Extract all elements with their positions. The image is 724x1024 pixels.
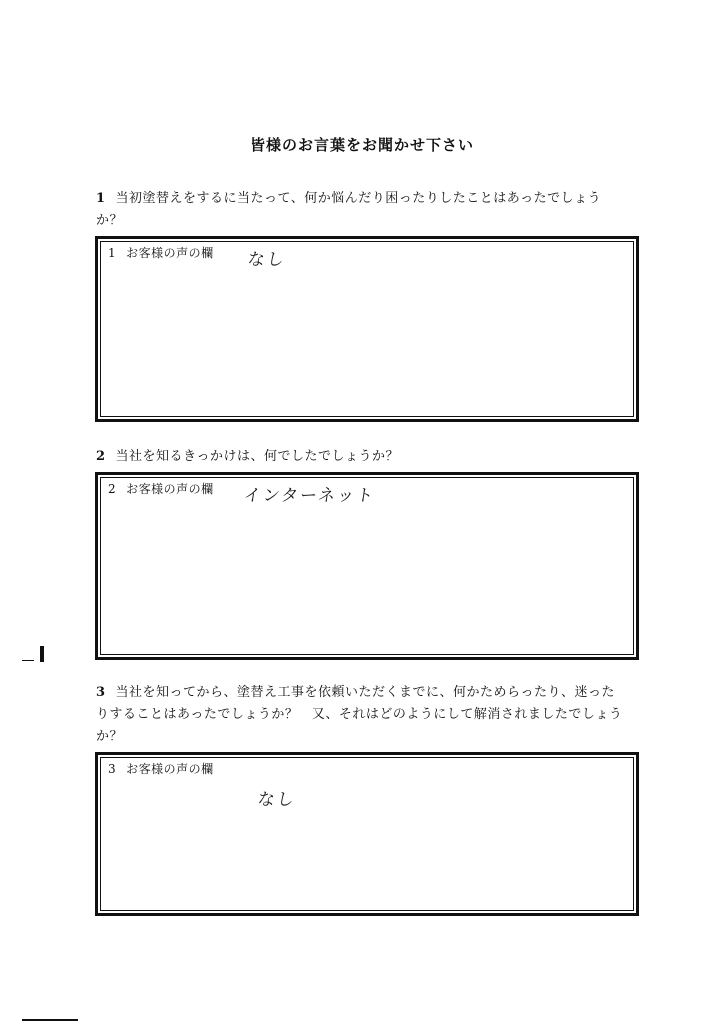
answer-box-1-inner-border <box>100 241 634 417</box>
answer-2-handwriting: インターネット <box>242 486 377 506</box>
question-3-text: 当社を知ってから、塗替え工事を依頼いただくまでに、何かためらったり、迷った <box>115 685 616 700</box>
scan-mark-bottom <box>22 1019 78 1021</box>
answer-box-3 <box>95 752 639 916</box>
question-1 <box>96 188 641 232</box>
question-3-number: 3 <box>96 685 106 700</box>
answer-box-1-label-text: お客様の声の欄 <box>126 246 214 260</box>
answer-box-3-number: 3 <box>108 762 117 776</box>
scan-mark-left <box>40 646 44 662</box>
scan-mark-dash <box>22 660 34 661</box>
question-3 <box>96 682 641 748</box>
answer-box-2 <box>95 472 639 660</box>
question-2 <box>96 446 641 468</box>
answer-box-3-label <box>108 760 214 777</box>
answer-box-2-label-text: お客様の声の欄 <box>126 482 214 496</box>
question-3-line-2: りすることはあったでしょうか？ 又、それはどのようにして解消されましたでしょう <box>96 707 623 722</box>
question-2-text: 当社を知るきっかけは、何でしたでしょうか？ <box>115 449 400 464</box>
answer-box-3-label-text: お客様の声の欄 <box>126 762 214 776</box>
answer-3-handwriting: なし <box>256 790 298 810</box>
question-1-line-1 <box>96 188 641 210</box>
question-1-number: 1 <box>96 191 106 206</box>
question-2-number: 2 <box>96 449 106 464</box>
page-title: 皆様のお言葉をお聞かせ下さい <box>249 136 474 154</box>
question-3-line-1 <box>96 682 641 704</box>
answer-box-1 <box>95 236 639 422</box>
question-1-text: 当初塗替えをするに当たって、何か悩んだり困ったりしたことはあったでしょう <box>115 191 602 206</box>
answer-box-2-number: 2 <box>108 482 117 496</box>
question-1-line-2: か？ <box>96 213 124 228</box>
question-2-line-1 <box>96 446 641 468</box>
answer-box-1-label <box>108 244 214 261</box>
answer-box-1-number: 1 <box>108 246 117 260</box>
answer-box-2-label <box>108 480 214 497</box>
answer-box-3-inner-border <box>100 757 634 911</box>
question-3-line-3: か？ <box>96 729 124 744</box>
answer-1-handwriting: なし <box>246 250 288 270</box>
